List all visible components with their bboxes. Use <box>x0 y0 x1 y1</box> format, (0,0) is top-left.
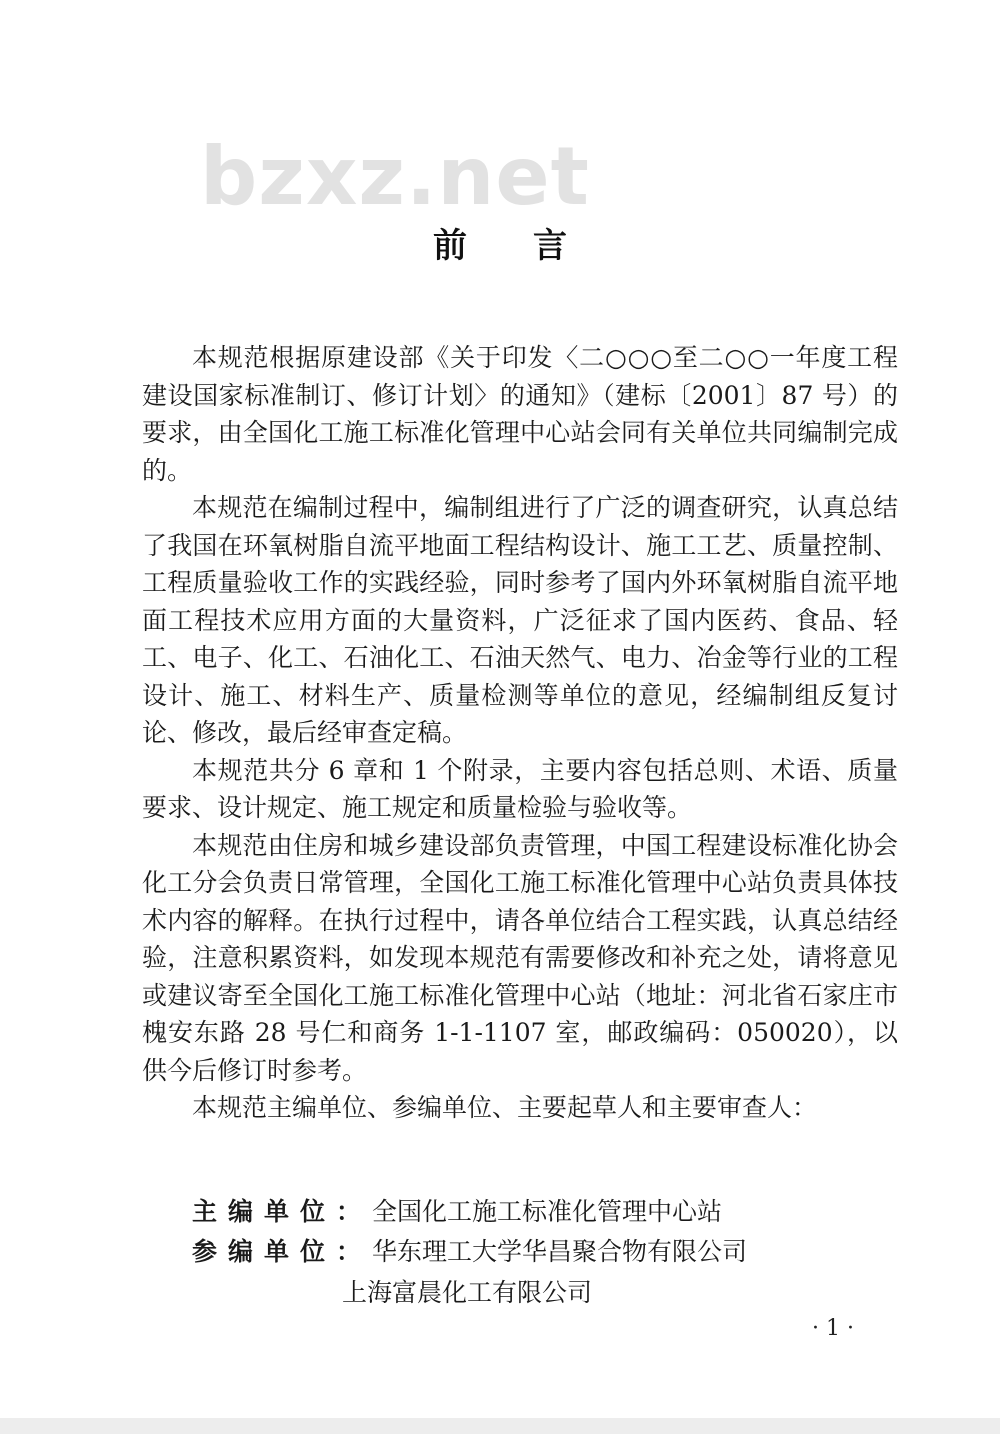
participating-unit-value: 华东理工大学华昌聚合物有限公司 <box>372 1237 748 1266</box>
participating-unit-value: 上海富晨化工有限公司 <box>342 1278 593 1307</box>
chief-unit-label: 主编单位： <box>192 1197 373 1226</box>
page-title: 前言 <box>433 226 633 266</box>
participating-unit-line <box>192 1233 747 1271</box>
viewer-bottom-edge <box>0 1418 1000 1434</box>
chief-unit-line <box>192 1193 722 1231</box>
preface-body <box>142 339 898 1127</box>
participating-unit-line-2 <box>342 1274 592 1312</box>
paragraph-process: 本规范在编制过程中，编制组进行了广泛的调查研究，认真总结了我国在环氧树脂自流平地面工程结构设计、施工工艺、质量控制、工程质量验收工作的实践经验，同时参考了国内外环氧树脂自流平地面工程技术应用方面的大量资料，广泛征求了国内医药、食品、轻工、电子、化工、石油化工、石油天然气、电力、冶金等行业的工程设计、施工、材料生产、质量检测等单位的意见，经编制组反复讨论、修改，最后经审查定稿。 <box>142 493 898 747</box>
paragraph-units-intro: 本规范主编单位、参编单位、主要起草人和主要审查人： <box>192 1093 818 1122</box>
paragraph-basis: 本规范根据原建设部《关于印发〈二○○○至二○○一年度工程建设国家标准制订、修订计划〉的通知》（建标〔2001〕87 号）的要求，由全国化工施工标准化管理中心站会同有关单位共同编制完成的。 <box>142 343 898 485</box>
watermark: bzxz.net <box>200 130 590 223</box>
chief-unit-value: 全国化工施工标准化管理中心站 <box>372 1197 723 1226</box>
paragraph-contents: 本规范共分 6 章和 1 个附录，主要内容包括总则、术语、质量要求、设计规定、施工规定和质量检验与验收等。 <box>142 755 898 822</box>
paragraph-management: 本规范由住房和城乡建设部负责管理，中国工程建设标准化协会化工分会负责日常管理，全国化工施工标准化管理中心站负责具体技术内容的解释。在执行过程中，请各单位结合工程实践，认真总结经验，注意积累资料，如发现本规范有需要修改和补充之处，请将意见或建议寄至全国化工施工标准化管理中心站（地址：河北省石家庄市槐安东路 28 号仁和商务 1-1-1107 室，邮政编码：050020），以供今后修订时参考。 <box>142 830 898 1085</box>
page-number: · 1 · <box>812 1316 854 1341</box>
participating-unit-label: 参编单位： <box>192 1237 373 1266</box>
